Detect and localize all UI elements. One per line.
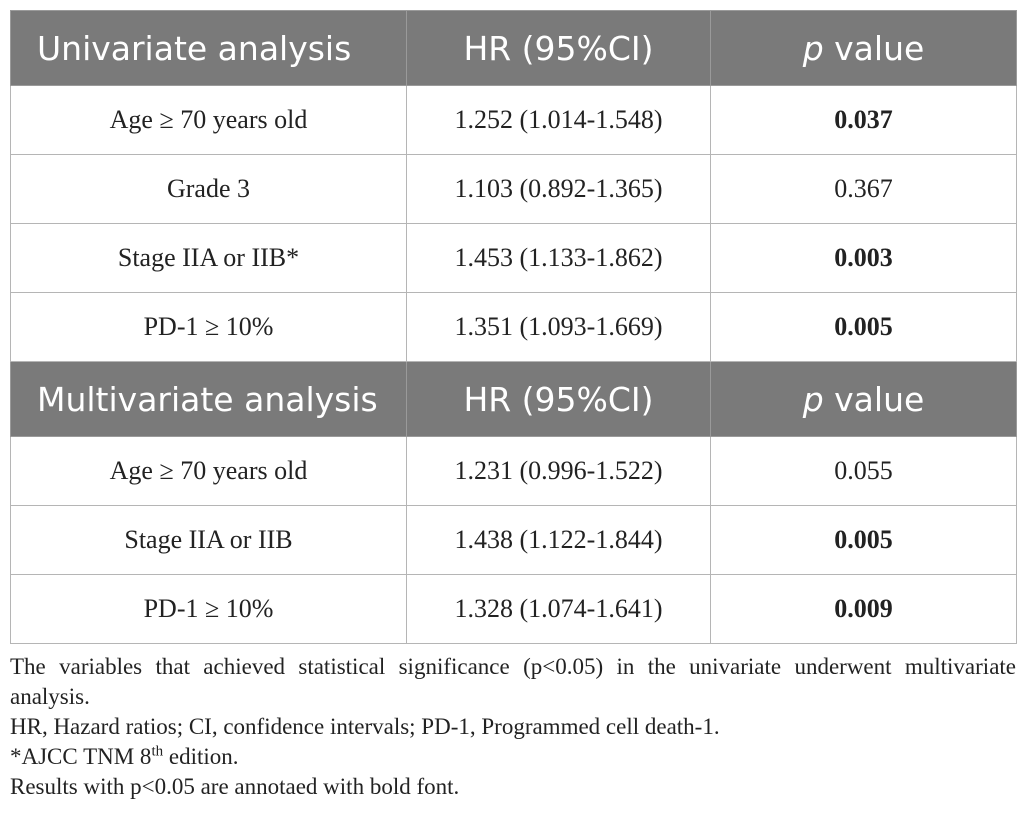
footnote-ajcc-text: *AJCC TNM 8 [10,744,152,769]
table-footnotes [10,652,1016,802]
table-row [11,437,1017,506]
multivariate-header: Multivariate analysis [11,362,407,437]
p-value-rest: value [823,28,925,68]
table-row [11,506,1017,575]
variable-cell: Stage IIA or IIB [11,506,407,575]
univariate-header: Univariate analysis [11,11,407,86]
footnote-significance: The variables that achieved statistical significance (p<0.05) in the univariate underwent multivariate analysis. [10,654,1016,709]
variable-cell: PD-1 ≥ 10% [11,293,407,362]
results-table [10,10,1017,644]
hr-header: HR (95%CI) [407,362,711,437]
table-row [11,575,1017,644]
footnote-abbreviations: HR, Hazard ratios; CI, confidence intervals; PD-1, Programmed cell death-1. [10,714,720,739]
p-value-cell: 0.037 [711,86,1017,155]
variable-cell: PD-1 ≥ 10% [11,575,407,644]
hr-cell: 1.351 (1.093-1.669) [407,293,711,362]
table-row [11,155,1017,224]
hr-cell: 1.252 (1.014-1.548) [407,86,711,155]
variable-cell: Grade 3 [11,155,407,224]
variable-cell: Age ≥ 70 years old [11,437,407,506]
multivariate-header-row [11,362,1017,437]
p-value-cell: 0.055 [711,437,1017,506]
table-row [11,86,1017,155]
hr-cell: 1.453 (1.133-1.862) [407,224,711,293]
hr-cell: 1.231 (0.996-1.522) [407,437,711,506]
p-value-cell: 0.367 [711,155,1017,224]
variable-cell: Age ≥ 70 years old [11,86,407,155]
p-value-header [711,362,1017,437]
footnote-ajcc-edition: edition. [163,744,239,769]
variable-cell: Stage IIA or IIB* [11,224,407,293]
footnote-bold: Results with p<0.05 are annotaed with bold font. [10,774,460,799]
p-value-cell: 0.003 [711,224,1017,293]
table-row [11,224,1017,293]
p-value-header [711,11,1017,86]
hr-cell: 1.438 (1.122-1.844) [407,506,711,575]
footnote-ajcc [10,742,1016,772]
table-row [11,293,1017,362]
p-value-cell: 0.005 [711,293,1017,362]
p-value-rest: value [823,379,925,419]
p-value-cell: 0.009 [711,575,1017,644]
p-value-cell: 0.005 [711,506,1017,575]
univariate-header-row [11,11,1017,86]
hr-cell: 1.103 (0.892-1.365) [407,155,711,224]
footnote-ajcc-sup: th [151,743,164,760]
p-italic: p [802,28,824,68]
hr-header: HR (95%CI) [407,11,711,86]
p-italic: p [802,379,824,419]
hr-cell: 1.328 (1.074-1.641) [407,575,711,644]
